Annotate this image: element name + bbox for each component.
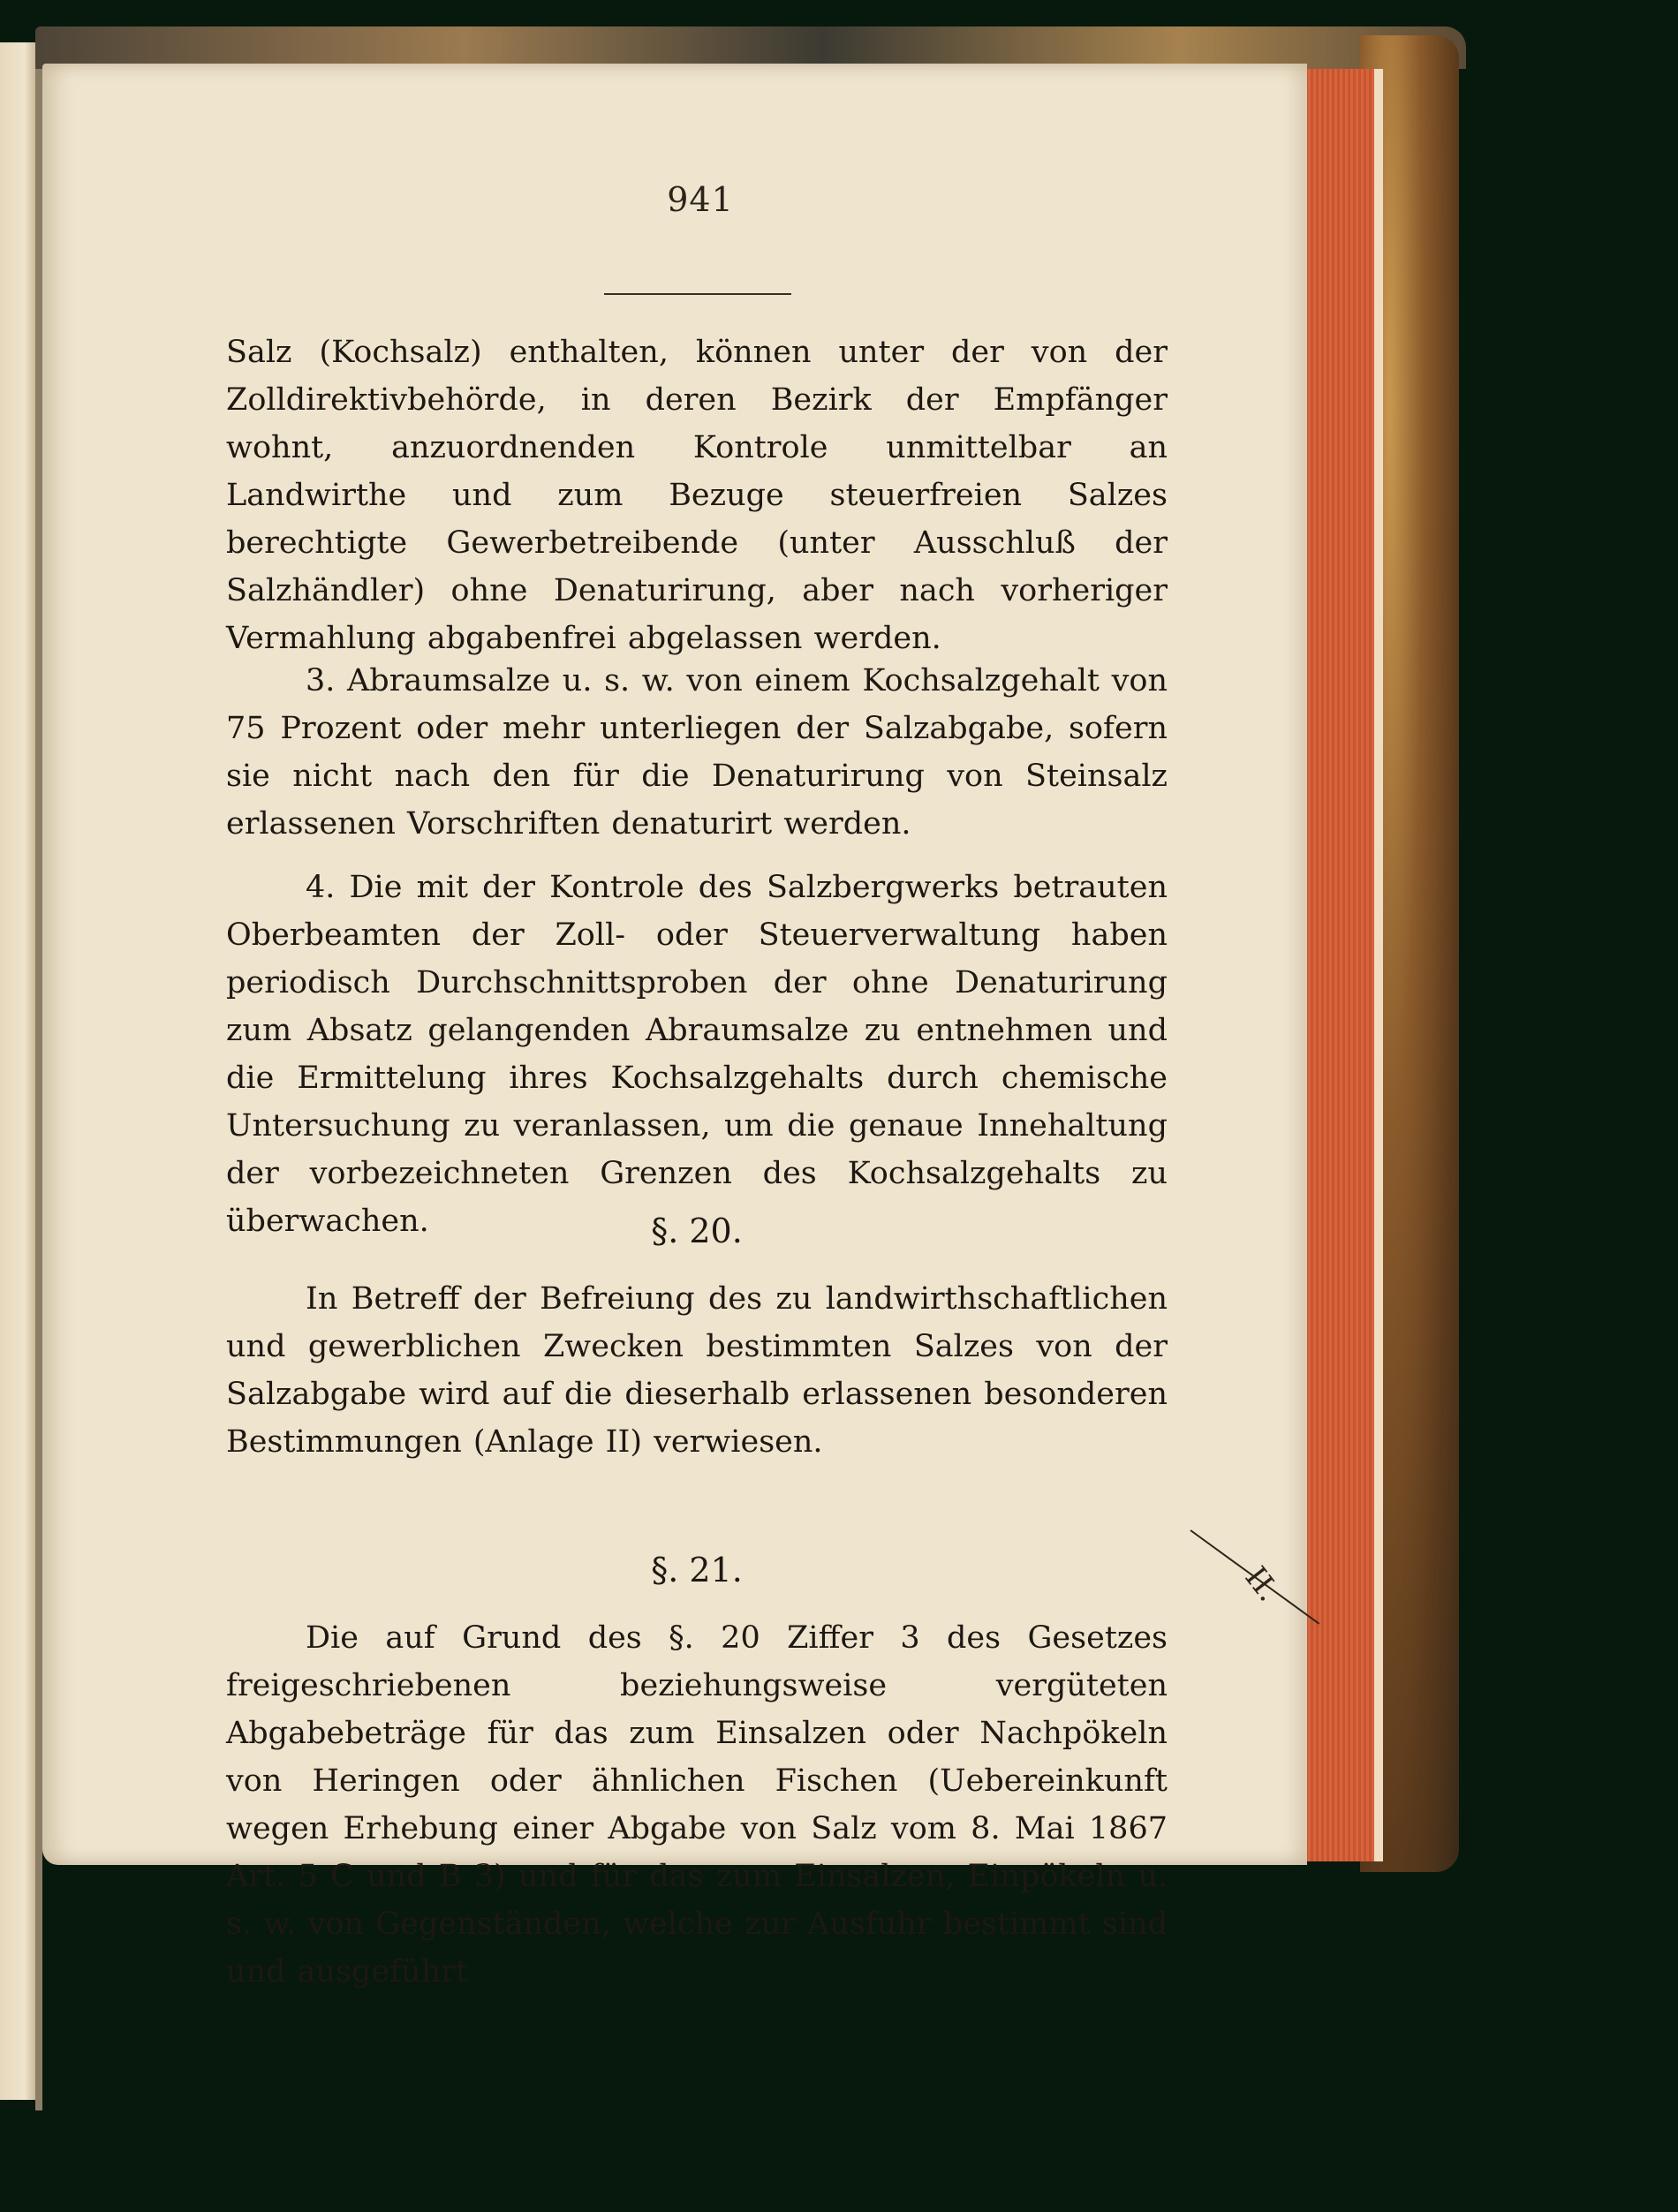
left-page-edge (0, 42, 35, 2100)
section-20-heading: §. 20. (651, 1212, 743, 1250)
section-21-heading: §. 21. (651, 1551, 743, 1589)
paragraph-item-4: 4. Die mit der Kontrole des Salzbergwerks betrauten Oberbeamten der Zoll- oder Steuerverwaltung haben periodisch Durchschnittsproben der ohne Denaturirung zum Absatz gelangenden Abraumsalze zu entnehmen und die Ermittelung ihres Kochsalzgehalts durch chemische Untersuchung zu veranlassen, um die genaue Innehaltung der vorbezeichneten Grenzen des Kochsalzgehalts zu überwachen. (226, 870, 1168, 1239)
page-number-rule (604, 293, 791, 295)
page-number: 941 (667, 180, 734, 219)
book-gutter (35, 35, 42, 2110)
paragraph-continued: Salz (Kochsalz) enthalten, können unter der von der Zolldirektivbehörde, in deren Bezirk der Empfänger wohnt, anzuordnenden Kontrole unmittelbar an Landwirthe und zum Bezuge steuerfreien Salzes berechtigte Gewerbetreibende (unter Ausschluß der Salzhändler) ohne Denaturirung, aber nach vorheriger Vermahlung abgabenfrei abgelassen werden. (226, 335, 1168, 656)
page-edges-red (1305, 69, 1379, 1861)
section-20-text: In Betreff der Befreiung des zu landwirthschaftlichen und gewerblichen Zwecken bestimmten Salzes von der Salzabgabe wird auf die dieserhalb erlassenen besonderen Bestimmungen (Anlage II) verwiesen. (226, 1281, 1168, 1460)
paragraph-item-3: 3. Abraumsalze u. s. w. von einem Kochsalzgehalt von 75 Prozent oder mehr unterliegen der Salzabgabe, sofern sie nicht nach den für die Denaturirung von Steinsalz erlassenen Vorschriften denaturirt werden. (226, 663, 1168, 842)
section-21-text: Die auf Grund des §. 20 Ziffer 3 des Gesetzes freigeschriebenen beziehungsweise vergüteten Abgabebeträge für das zum Einsalzen oder Nachpökeln von Heringen oder ähnlichen Fischen (Uebereinkunft wegen Erhebung einer Abgabe von Salz vom 8. Mai 1867 Art. 5 C und B 3) und für das zum Einsalzen, Einpökeln u. s. w. von Gegenständen, welche zur Ausfuhr bestimmt sind und ausgeführt (226, 1620, 1168, 1989)
page-edge-highlight (1374, 69, 1383, 1861)
margin-note: II. (1237, 1559, 1287, 1609)
book-cover-top (35, 26, 1466, 69)
book-page (42, 64, 1307, 1989)
